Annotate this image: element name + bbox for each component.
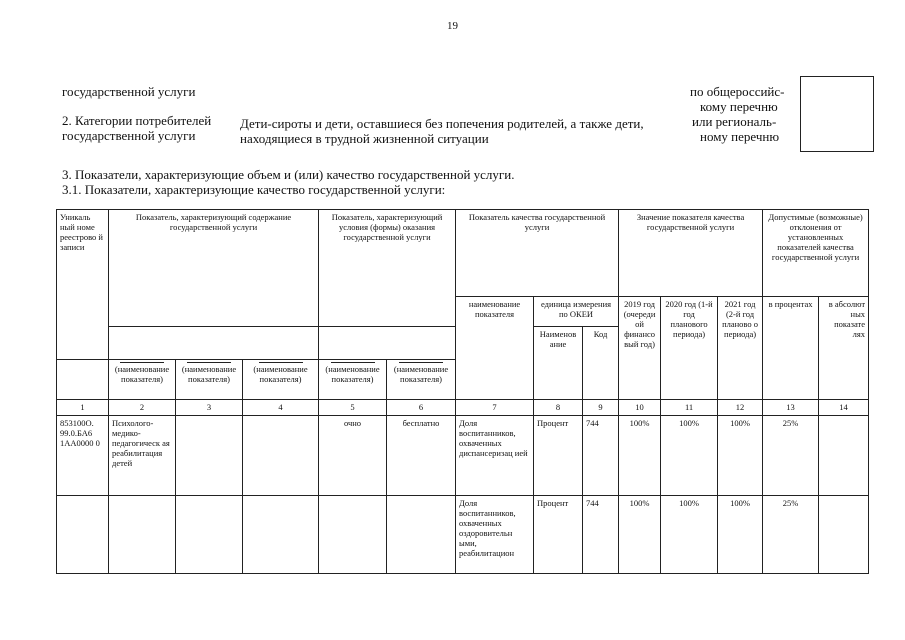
category-value-2: находящиеся в трудной жизненной ситуации [240,131,489,146]
empty-cell [387,496,456,574]
col-number: 2 [109,400,176,416]
header-percent: в процентах [763,297,819,400]
content-spacer [109,327,319,360]
header-content-indicator: Показатель, характеризующий содержание государственной услуги [109,210,319,327]
value-2019: 100% [619,416,661,496]
header-unit-name: Наименов ание [534,327,583,400]
right-label-2: кому перечню [700,99,778,114]
section-title: 3. Показатели, характеризующие объем и (или) качество государственной услуги. [62,167,515,182]
category-value-1: Дети-сироты и дети, оставшиеся без попечения родителей, а также дети, [240,116,644,131]
unit-name: Процент [534,496,583,574]
empty-cell [109,496,176,574]
header-year-2020: 2020 год (1-й год планового периода) [661,297,718,400]
empty-cell [57,496,109,574]
deviation-absolute [819,416,869,496]
col-number: 4 [243,400,319,416]
indicator-name: Доля воспитанников, охваченных оздоровительн ыми, реабилитацион [456,496,534,574]
col-number: 3 [176,400,243,416]
table-row [57,416,869,496]
right-label-3: или региональ- [692,114,777,129]
unit-name: Процент [534,416,583,496]
header-deviation: Допустимые (возможные) отклонения от установленных показателей качества государственной услуги [763,210,869,297]
col-number: 12 [718,400,763,416]
value-2019: 100% [619,496,661,574]
sub-indicator-5: (наименование показателя) [387,360,456,400]
sub-indicator-4: (наименование показателя) [319,360,387,400]
empty-cell [243,416,319,496]
section-subtitle: 3.1. Показатели, характеризующие качество государственной услуги: [62,182,446,197]
deviation-absolute [819,496,869,574]
header-unit-code: Код [583,327,619,400]
empty-cell [319,496,387,574]
col-number: 14 [819,400,869,416]
header-indicator-name: наименование показателя [456,297,534,400]
conditions-spacer [319,327,456,360]
empty-cell [243,496,319,574]
value-2021: 100% [718,416,763,496]
service-content: Психолого-медико-педагогическ ая реабилитация детей [109,416,176,496]
quality-indicators-table [56,209,869,574]
header-left-line: государственной услуги [62,84,196,99]
empty-cell [176,416,243,496]
registry-number-box [800,76,874,152]
header-conditions-indicator: Показатель, характеризующий условия (формы) оказания государственной услуги [319,210,456,327]
header-unique-number: Уникаль ный номе реестрово й записи [57,210,109,360]
right-label-4: ному перечню [700,129,780,144]
column-number-row [57,400,869,416]
table-row [57,496,869,574]
service-cost: бесплатно [387,416,456,496]
col-number: 7 [456,400,534,416]
page-number: 19 [447,20,458,32]
right-label-1: по общероссийс- [690,84,785,99]
deviation-percent: 25% [763,416,819,496]
value-2021: 100% [718,496,763,574]
value-2020: 100% [661,416,718,496]
col-number: 13 [763,400,819,416]
unit-code: 744 [583,496,619,574]
sub-indicator-3: (наименование показателя) [243,360,319,400]
header-quality-indicator: Показатель качества государственной услуги [456,210,619,297]
unique-number-spacer [57,360,109,400]
category-label-1: 2. Категории потребителей [62,113,212,128]
header-okei-unit: единица измерения по ОКЕИ [534,297,619,327]
header-year-2021: 2021 год (2-й год планово о периода) [718,297,763,400]
indicator-name: Доля воспитанников, охваченных диспансеризац ией [456,416,534,496]
empty-cell [176,496,243,574]
value-2020: 100% [661,496,718,574]
sub-indicator-2: (наименование показателя) [176,360,243,400]
col-number: 10 [619,400,661,416]
category-label-2: государственной услуги [62,128,196,143]
service-form: очно [319,416,387,496]
col-number: 1 [57,400,109,416]
col-number: 5 [319,400,387,416]
col-number: 8 [534,400,583,416]
deviation-percent: 25% [763,496,819,574]
registry-record-id: 853100О. 99.0.БА6 1АА0000 0 [57,416,109,496]
unit-code: 744 [583,416,619,496]
col-number: 11 [661,400,718,416]
col-number: 9 [583,400,619,416]
header-absolute: в абсолют ных показате лях [819,297,869,400]
header-year-2019: 2019 год (очереди ой финансо вый год) [619,297,661,400]
col-number: 6 [387,400,456,416]
header-quality-value: Значение показателя качества государственной услуги [619,210,763,297]
sub-indicator-1: (наименование показателя) [109,360,176,400]
